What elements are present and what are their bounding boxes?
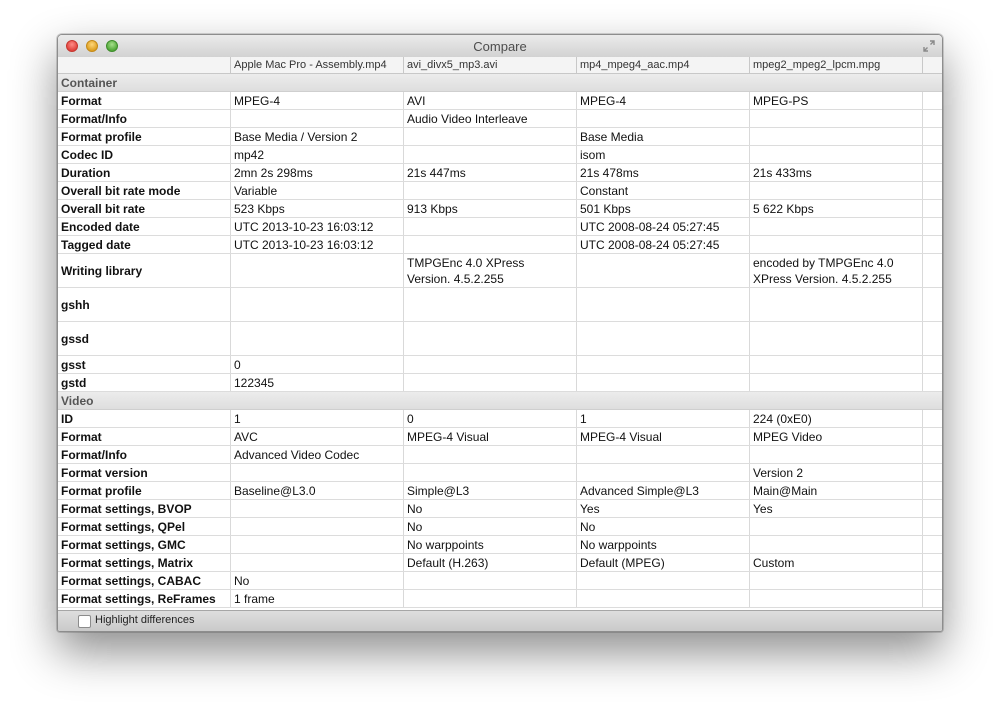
- table-row[interactable]: [58, 410, 942, 428]
- table-row[interactable]: [58, 518, 942, 536]
- empty-cell: [922, 536, 942, 553]
- value-cell: [230, 110, 403, 127]
- value-cell: [576, 374, 749, 391]
- table-row[interactable]: [58, 322, 942, 356]
- empty-cell: [922, 428, 942, 445]
- value-cell: 501 Kbps: [576, 200, 749, 217]
- row-label: Writing library: [61, 263, 143, 278]
- value-cell: [576, 572, 749, 589]
- value-cell: 21s 447ms: [403, 164, 576, 181]
- value-cell: UTC 2008-08-24 05:27:45: [576, 218, 749, 235]
- table-row[interactable]: [58, 446, 942, 464]
- value-cell: [749, 128, 922, 145]
- value-cell: [749, 182, 922, 199]
- empty-cell: [922, 288, 942, 321]
- value-cell: [749, 446, 922, 463]
- empty-cell: [922, 146, 942, 163]
- empty-cell: [922, 200, 942, 217]
- column-header-file-4[interactable]: mpeg2_mpeg2_lpcm.mpg: [749, 57, 922, 73]
- row-label: Overall bit rate: [61, 201, 146, 216]
- section-label: Container: [61, 75, 118, 90]
- value-cell: [403, 374, 576, 391]
- empty-cell: [922, 218, 942, 235]
- title-bar[interactable]: [58, 35, 942, 58]
- window-title: Compare: [473, 39, 527, 54]
- row-label: Format settings, Matrix: [61, 555, 194, 570]
- value-cell: [576, 356, 749, 373]
- table-row[interactable]: [58, 146, 942, 164]
- empty-cell: [922, 254, 942, 287]
- value-cell: [749, 236, 922, 253]
- value-cell: [403, 464, 576, 481]
- value-cell: No: [403, 518, 576, 535]
- section-header-container[interactable]: [58, 74, 942, 92]
- fullscreen-icon[interactable]: [922, 39, 936, 53]
- value-cell: [749, 374, 922, 391]
- value-cell: [230, 536, 403, 553]
- row-label: Format settings, CABAC: [61, 573, 202, 588]
- value-cell: [403, 236, 576, 253]
- row-label: gstd: [61, 375, 87, 390]
- bottom-bar: [58, 610, 942, 632]
- value-cell: Advanced Video Codec: [230, 446, 403, 463]
- value-cell: [403, 146, 576, 163]
- value-cell: [230, 322, 403, 355]
- table-row[interactable]: [58, 254, 942, 288]
- value-cell: [576, 288, 749, 321]
- row-label: Format version: [61, 465, 148, 480]
- value-cell: [230, 500, 403, 517]
- value-cell: [749, 536, 922, 553]
- row-label: Format settings, ReFrames: [61, 591, 216, 606]
- table-row[interactable]: [58, 482, 942, 500]
- table-row[interactable]: [58, 464, 942, 482]
- table-row[interactable]: [58, 428, 942, 446]
- value-cell: [403, 218, 576, 235]
- value-cell: No: [576, 518, 749, 535]
- empty-cell: [922, 128, 942, 145]
- value-cell: 5 622 Kbps: [749, 200, 922, 217]
- value-cell: AVI: [403, 92, 576, 109]
- row-label: ID: [61, 411, 73, 426]
- table-row[interactable]: [58, 182, 942, 200]
- value-cell: Yes: [749, 500, 922, 517]
- value-cell: [576, 110, 749, 127]
- row-label: Overall bit rate mode: [61, 183, 181, 198]
- column-header-file-1[interactable]: Apple Mac Pro - Assembly.mp4: [230, 57, 403, 73]
- empty-cell: [922, 374, 942, 391]
- empty-cell: [922, 554, 942, 571]
- table-row[interactable]: [58, 572, 942, 590]
- value-cell: UTC 2008-08-24 05:27:45: [576, 236, 749, 253]
- table-row[interactable]: [58, 374, 942, 392]
- table-row[interactable]: [58, 288, 942, 322]
- empty-cell: [922, 236, 942, 253]
- value-cell: TMPGEnc 4.0 XPress Version. 4.5.2.255: [403, 254, 576, 287]
- value-cell: 0: [230, 356, 403, 373]
- value-cell: 913 Kbps: [403, 200, 576, 217]
- highlight-differences-label[interactable]: Highlight differences: [95, 614, 195, 626]
- value-cell: No warppoints: [403, 536, 576, 553]
- value-cell: [749, 572, 922, 589]
- table-row[interactable]: [58, 236, 942, 254]
- value-cell: [749, 288, 922, 321]
- value-cell: Version 2: [749, 464, 922, 481]
- table-row[interactable]: [58, 164, 942, 182]
- row-label: Codec ID: [61, 147, 114, 162]
- row-label: gssd: [61, 331, 90, 346]
- empty-cell: [922, 518, 942, 535]
- table-row[interactable]: [58, 590, 942, 608]
- column-header-label[interactable]: [58, 57, 230, 73]
- value-cell: Variable: [230, 182, 403, 199]
- value-cell: [576, 254, 749, 287]
- value-cell: [403, 572, 576, 589]
- value-cell: [230, 288, 403, 321]
- comparison-table: [58, 74, 942, 610]
- empty-cell: [922, 356, 942, 373]
- value-cell: Custom: [749, 554, 922, 571]
- value-cell: Baseline@L3.0: [230, 482, 403, 499]
- value-cell: No: [230, 572, 403, 589]
- value-cell: [576, 446, 749, 463]
- row-label: gshh: [61, 297, 90, 312]
- value-cell: [230, 518, 403, 535]
- table-row[interactable]: [58, 356, 942, 374]
- empty-cell: [922, 92, 942, 109]
- empty-cell: [922, 500, 942, 517]
- row-label: Tagged date: [61, 237, 131, 252]
- value-cell: 523 Kbps: [230, 200, 403, 217]
- row-label: Format/Info: [61, 447, 127, 462]
- value-cell: Advanced Simple@L3: [576, 482, 749, 499]
- empty-cell: [922, 322, 942, 355]
- value-cell: [403, 356, 576, 373]
- value-cell: UTC 2013-10-23 16:03:12: [230, 218, 403, 235]
- value-cell: [576, 590, 749, 607]
- value-cell: [403, 182, 576, 199]
- value-cell: 1: [576, 410, 749, 427]
- value-cell: [230, 254, 403, 287]
- value-cell: Default (H.263): [403, 554, 576, 571]
- column-header-row: [58, 57, 942, 74]
- value-cell: MPEG-PS: [749, 92, 922, 109]
- empty-cell: [922, 164, 942, 181]
- row-label: Format profile: [61, 483, 142, 498]
- table-row[interactable]: [58, 536, 942, 554]
- value-cell: [403, 446, 576, 463]
- value-cell: 1: [230, 410, 403, 427]
- value-cell: 0: [403, 410, 576, 427]
- value-cell: [749, 322, 922, 355]
- table-row[interactable]: [58, 110, 942, 128]
- row-label: Duration: [61, 165, 111, 180]
- table-row[interactable]: [58, 500, 942, 518]
- value-cell: MPEG-4 Visual: [576, 428, 749, 445]
- value-cell: [749, 110, 922, 127]
- table-row[interactable]: [58, 128, 942, 146]
- value-cell: Constant: [576, 182, 749, 199]
- section-label: Video: [61, 393, 94, 408]
- empty-cell: [922, 590, 942, 607]
- value-cell: Yes: [576, 500, 749, 517]
- value-cell: [749, 356, 922, 373]
- row-label: Format settings, BVOP: [61, 501, 192, 516]
- empty-cell: [922, 446, 942, 463]
- value-cell: 21s 433ms: [749, 164, 922, 181]
- value-cell: MPEG-4: [576, 92, 749, 109]
- row-label: Format settings, QPel: [61, 519, 186, 534]
- value-cell: Default (MPEG): [576, 554, 749, 571]
- value-cell: mp42: [230, 146, 403, 163]
- row-label: Format: [61, 429, 102, 444]
- value-cell: [749, 590, 922, 607]
- value-cell: MPEG-4: [230, 92, 403, 109]
- row-label: gsst: [61, 357, 86, 372]
- value-cell: [403, 288, 576, 321]
- value-cell: MPEG Video: [749, 428, 922, 445]
- value-cell: AVC: [230, 428, 403, 445]
- column-header-extra[interactable]: [922, 57, 942, 73]
- row-label: Format profile: [61, 129, 142, 144]
- row-label: Encoded date: [61, 219, 140, 234]
- empty-cell: [922, 182, 942, 199]
- value-cell: [403, 322, 576, 355]
- value-cell: UTC 2013-10-23 16:03:12: [230, 236, 403, 253]
- row-label: Format/Info: [61, 111, 127, 126]
- value-cell: 122345: [230, 374, 403, 391]
- value-cell: No: [403, 500, 576, 517]
- highlight-differences-checkbox[interactable]: [78, 615, 91, 628]
- value-cell: [576, 464, 749, 481]
- empty-cell: [922, 482, 942, 499]
- value-cell: 224 (0xE0): [749, 410, 922, 427]
- row-label: Format settings, GMC: [61, 537, 186, 552]
- empty-cell: [922, 464, 942, 481]
- value-cell: [749, 218, 922, 235]
- empty-cell: [922, 410, 942, 427]
- compare-window: [57, 34, 943, 632]
- value-cell: Base Media: [576, 128, 749, 145]
- value-cell: [230, 464, 403, 481]
- value-cell: [576, 322, 749, 355]
- value-cell: [749, 518, 922, 535]
- value-cell: 2mn 2s 298ms: [230, 164, 403, 181]
- value-cell: [403, 590, 576, 607]
- column-header-file-2[interactable]: avi_divx5_mp3.avi: [403, 57, 576, 73]
- table-row[interactable]: [58, 92, 942, 110]
- value-cell: [749, 146, 922, 163]
- section-header-video[interactable]: [58, 392, 942, 410]
- row-label: Format: [61, 93, 102, 108]
- value-cell: Main@Main: [749, 482, 922, 499]
- table-row[interactable]: [58, 200, 942, 218]
- value-cell: encoded by TMPGEnc 4.0 XPress Version. 4.5.2.255: [749, 254, 922, 287]
- empty-cell: [922, 110, 942, 127]
- value-cell: Simple@L3: [403, 482, 576, 499]
- table-row[interactable]: [58, 554, 942, 572]
- column-header-file-3[interactable]: mp4_mpeg4_aac.mp4: [576, 57, 749, 73]
- value-cell: [230, 554, 403, 571]
- value-cell: Base Media / Version 2: [230, 128, 403, 145]
- value-cell: MPEG-4 Visual: [403, 428, 576, 445]
- value-cell: 21s 478ms: [576, 164, 749, 181]
- value-cell: 1 frame: [230, 590, 403, 607]
- value-cell: Audio Video Interleave: [403, 110, 576, 127]
- empty-cell: [922, 572, 942, 589]
- value-cell: No warppoints: [576, 536, 749, 553]
- value-cell: [403, 128, 576, 145]
- table-row[interactable]: [58, 218, 942, 236]
- value-cell: isom: [576, 146, 749, 163]
